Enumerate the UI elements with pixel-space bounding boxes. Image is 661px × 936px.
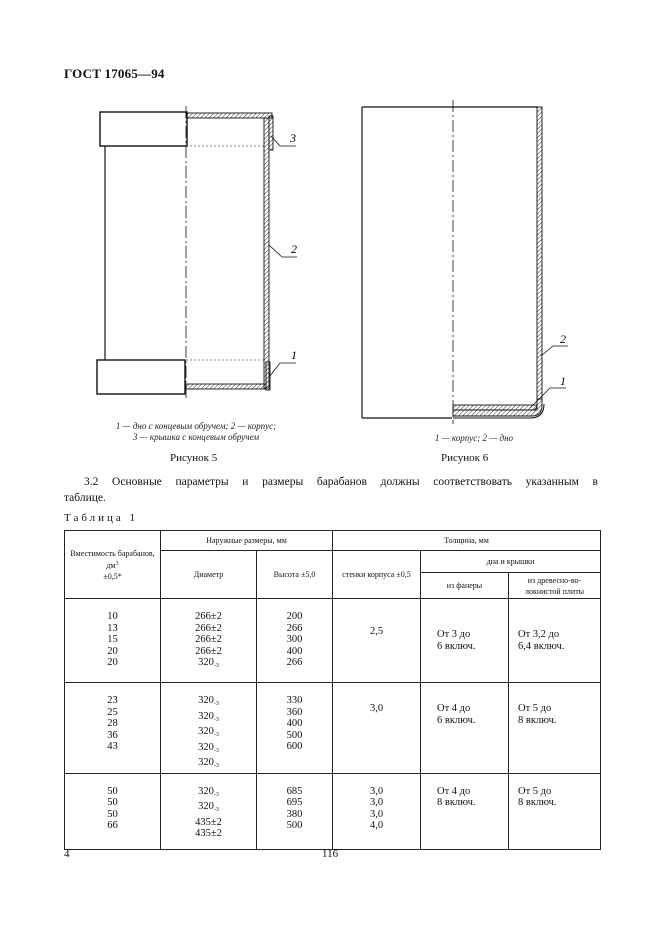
figure6-body-section <box>537 107 542 399</box>
figure5-legend-line2: 3 — крышка с концевым обручем <box>132 432 260 442</box>
figure5-body-section <box>264 118 269 388</box>
fiberboard-thickness-value: 6,4 включ. <box>518 640 565 652</box>
capacity-value: 50 <box>107 797 118 808</box>
table-title: Таблица 1 <box>64 512 139 524</box>
cell-plywood <box>421 683 509 774</box>
diameter-value: $320_{-3}$ <box>198 710 219 723</box>
height-value: 685 <box>286 785 303 797</box>
cell-capacity <box>65 599 161 683</box>
figure5-legend-line1: 1 — дно с концевым обручем; 2 — корпус; <box>115 421 277 431</box>
plywood-thickness-value: 8 включ. <box>437 797 476 808</box>
figure6-drawing <box>362 100 568 424</box>
fiberboard-thickness-value: От 5 до <box>518 703 552 714</box>
figure5-callout-1: 1 <box>291 348 297 362</box>
diameter-value: $320_{-3}$ <box>198 695 219 707</box>
figure5-drawing <box>97 106 297 398</box>
height-value: 695 <box>286 797 303 808</box>
header-height: Высота ±5,0 <box>257 551 333 599</box>
height-value: 600 <box>286 741 303 752</box>
capacity-value: 23 <box>107 695 118 706</box>
capacity-value: 20 <box>107 645 118 657</box>
capacity-value: 13 <box>107 622 118 634</box>
height-value: 266 <box>286 622 303 634</box>
standard-header: ГОСТ 17065—94 <box>64 66 165 81</box>
table-row-group-3 <box>65 773 601 849</box>
cell-diameter <box>161 683 257 774</box>
height-value: 400 <box>286 645 303 657</box>
header-capacity: Вместимость барабанов, $дм^3$ ±0,5* <box>65 531 161 599</box>
diameter-value: 266±2 <box>195 622 222 634</box>
figure5-cover-section <box>186 113 272 118</box>
page-number-left: 4 <box>64 848 70 860</box>
header-thickness: Толщина, мм <box>333 531 601 551</box>
plywood-thickness-value: От 3 до <box>437 629 471 640</box>
cell-wall <box>333 599 421 683</box>
capacity-value: 36 <box>107 729 118 741</box>
figure6-legend: 1 — корпус; 2 — дно <box>434 433 514 443</box>
diameter-value: $320_{-3}$ <box>198 757 219 769</box>
wall-thickness-value: 3,0 <box>369 808 384 820</box>
capacity-value: 50 <box>107 808 118 820</box>
diameter-value: $320_{-3}$ <box>198 785 219 798</box>
figure5-cover-hoop <box>100 112 187 146</box>
paragraph-line1: 3.2 Основные параметры и размеры барабанов должны соответствовать указанным в <box>84 476 598 488</box>
wall-thickness-value: 3,0 <box>369 703 384 714</box>
figure5-bottom-section <box>186 384 266 389</box>
cell-wall <box>333 683 421 774</box>
diameter-tolerance: -3 <box>213 763 219 769</box>
figure5-callout-2: 2 <box>291 242 297 256</box>
diameter-value: $320_{-3}$ <box>198 657 219 669</box>
height-value: 360 <box>286 706 303 718</box>
cell-capacity <box>65 773 161 849</box>
figure6-callout-1: 1 <box>560 374 566 388</box>
cell-plywood <box>421 773 509 849</box>
wall-thickness-value: 2,5 <box>369 626 384 637</box>
capacity-value: 43 <box>107 741 118 752</box>
height-value: 500 <box>286 820 303 831</box>
cell-diameter <box>161 599 257 683</box>
header-outer-dimensions: Наружные размеры, мм <box>161 531 333 551</box>
capacity-value: 28 <box>107 718 118 729</box>
height-value: 266 <box>286 657 303 668</box>
fiberboard-thickness-value: 8 включ. <box>518 714 557 726</box>
height-value: 500 <box>286 729 303 741</box>
header-bottom-cover: дна и крышки <box>421 551 601 573</box>
cell-fiberboard <box>509 773 601 849</box>
diameter-value: 435±2 <box>195 816 222 828</box>
cell-diameter <box>161 773 257 849</box>
height-value: 380 <box>286 808 303 820</box>
capacity-value: 66 <box>107 820 118 831</box>
paragraph-3-2 <box>64 474 598 506</box>
parameters-table <box>64 530 601 850</box>
header-fiberboard: из древесно-во-локнистой плиты <box>509 573 601 599</box>
diameter-tolerance: -3 <box>213 747 219 754</box>
figure5-caption: Рисунок 5 <box>170 452 218 464</box>
plywood-thickness-value: 6 включ. <box>437 640 476 652</box>
cell-capacity <box>65 683 161 774</box>
diameter-tolerance: -3 <box>213 701 219 707</box>
figure6-caption: Рисунок 6 <box>441 452 489 464</box>
cell-fiberboard <box>509 599 601 683</box>
cell-plywood <box>421 599 509 683</box>
diameter-tolerance: -3 <box>213 663 219 669</box>
height-value: 300 <box>286 634 303 645</box>
figure6-callout-2: 2 <box>560 332 566 346</box>
diameter-value: $320_{-3}$ <box>198 741 219 754</box>
plywood-thickness-value: От 4 до <box>437 703 471 714</box>
diameter-tolerance: -3 <box>213 807 219 813</box>
diameter-value: $320_{-3}$ <box>198 801 219 813</box>
plywood-thickness-value: От 4 до <box>437 785 471 797</box>
fiberboard-thickness-value: От 5 до <box>518 785 552 797</box>
header-plywood: из фанеры <box>421 573 509 599</box>
figure5-callout-3: 3 <box>290 131 296 145</box>
diameter-value: $320_{-3}$ <box>198 726 219 738</box>
page-number-center: 116 <box>322 848 339 860</box>
cell-fiberboard <box>509 683 601 774</box>
height-value: 330 <box>286 695 303 706</box>
height-value: 400 <box>286 718 303 729</box>
capacity-value: 15 <box>107 634 118 645</box>
diameter-tolerance: -3 <box>213 732 219 738</box>
header-wall: стенки корпуса ±0,5 <box>333 551 421 599</box>
figure5-bottom-hoop <box>97 360 185 394</box>
wall-thickness-value: 4,0 <box>369 820 384 831</box>
capacity-value: 20 <box>107 657 118 668</box>
cell-wall <box>333 773 421 849</box>
capacity-value: 10 <box>107 611 118 622</box>
cell-height <box>257 599 333 683</box>
diameter-tolerance: -3 <box>213 716 219 723</box>
table-row-group-1 <box>65 599 601 683</box>
fiberboard-thickness-value: 8 включ. <box>518 797 557 808</box>
diameter-value: 266±2 <box>195 611 222 622</box>
paragraph-line2: таблице. <box>64 492 106 504</box>
diameter-value: 266±2 <box>195 634 222 645</box>
wall-thickness-value: 3,0 <box>369 785 384 797</box>
wall-thickness-value: 3,0 <box>369 797 384 808</box>
capacity-value: 25 <box>107 706 118 718</box>
fiberboard-thickness-value: От 3,2 до <box>518 629 560 640</box>
diameter-value: 266±2 <box>195 645 222 657</box>
cell-height <box>257 683 333 774</box>
diameter-tolerance: -3 <box>213 791 219 798</box>
cell-height <box>257 773 333 849</box>
diameter-value: 435±2 <box>195 828 222 839</box>
table-row-group-2 <box>65 683 601 774</box>
figure6-bottom-section <box>453 405 537 410</box>
header-diameter: Диаметр <box>161 551 257 599</box>
capacity-value: 50 <box>107 785 118 797</box>
height-value: 200 <box>286 611 303 622</box>
plywood-thickness-value: 6 включ. <box>437 714 476 726</box>
